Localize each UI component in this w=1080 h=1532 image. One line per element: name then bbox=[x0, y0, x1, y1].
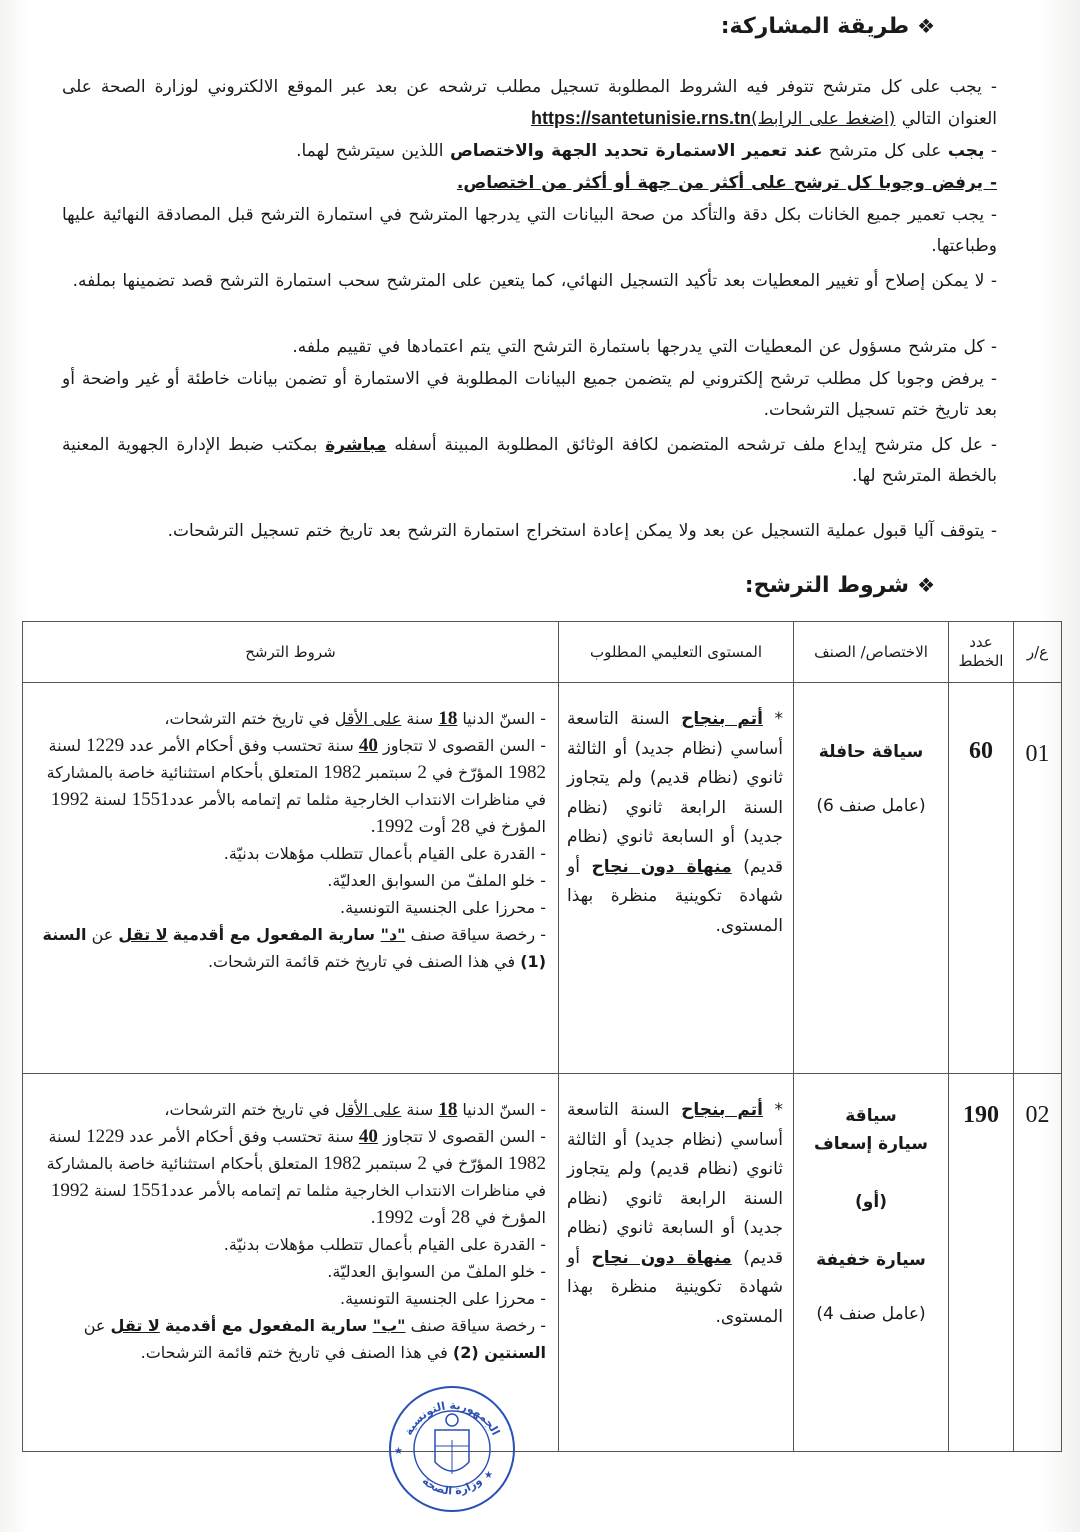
text-segment: - القدرة على القيام بأعمال تتطلب مؤهلات بدنيّة. bbox=[223, 844, 546, 863]
text-segment: عن bbox=[86, 925, 119, 944]
text-segment: 1992 bbox=[50, 1180, 89, 1201]
text-segment: لسنة bbox=[48, 1127, 87, 1146]
text-segment: - السنّ الدنيا bbox=[457, 1100, 546, 1119]
text-segment: المؤرخ في bbox=[469, 817, 546, 836]
emphasis-text: السنتين (2) bbox=[452, 1343, 546, 1362]
text-segment: في هذا الصنف في تاريخ ختم قائمة الترشحات. bbox=[140, 1343, 453, 1362]
conditions-table bbox=[22, 621, 1062, 1452]
emphasis-text: أتم بنجاح bbox=[681, 709, 763, 729]
text-segment: بمكتب ضبط الإدارة الجهوية المعنية بالخطة المترشح لها. bbox=[62, 435, 997, 486]
text-segment: 28 bbox=[450, 1207, 470, 1228]
condition-item bbox=[31, 705, 546, 732]
emphasis-text: منهاة دون نجاح bbox=[591, 856, 732, 877]
emphasis-text: 40 bbox=[358, 1126, 378, 1147]
text-segment: المؤرّخ في bbox=[426, 1154, 508, 1173]
header-num: ع/ر bbox=[1014, 622, 1062, 683]
seal-bottom-text: وزارة الصحة bbox=[419, 1474, 485, 1498]
emphasis-text: 18 bbox=[438, 1099, 458, 1120]
emphasis-text: لا تقل bbox=[118, 925, 168, 944]
text-segment: - خلو الملفّ من السوابق العدليّة. bbox=[327, 871, 546, 890]
participation-paragraph bbox=[62, 72, 997, 135]
text-segment: أو شهادة تكوينية منظرة بهذا المستوى. bbox=[567, 856, 783, 936]
specialty-title: سياقة bbox=[845, 1106, 897, 1126]
specialty-category: (عامل صنف 6) bbox=[816, 796, 926, 816]
condition-item bbox=[31, 1285, 546, 1312]
text-segment: 1982 bbox=[323, 1153, 362, 1174]
condition-item bbox=[31, 1258, 546, 1285]
conditions-title: شروط الترشح: bbox=[744, 573, 910, 598]
star-icon: ★ bbox=[394, 1446, 403, 1457]
text-segment: 1992. bbox=[370, 816, 414, 837]
emphasis-text: 18 bbox=[438, 708, 458, 729]
condition-item bbox=[31, 1312, 546, 1366]
table-row bbox=[23, 1074, 1062, 1452]
text-segment: المتعلق بأحكام استثنائية خاصة بالمشاركة في مناظرات الانتداب الخارجية مثلما تم إتمامه بالأمر عدد bbox=[46, 1154, 546, 1200]
positions-count: 190 bbox=[949, 1074, 1014, 1452]
text-segment: 1982 bbox=[508, 1153, 546, 1174]
table-header-row bbox=[23, 622, 1062, 683]
text-segment: 1229 bbox=[86, 1126, 125, 1147]
text-segment: أو شهادة تكوينية منظرة بهذا المستوى. bbox=[567, 1247, 783, 1327]
text-segment: السنة التاسعة أساسي (نظام جديد) أو الثالثة ثانوي (نظام قديم) ولم يتجاوز السنة الرابعة ثانوي (نظام جديد) أو السابعة ثانوي (نظام قديم) bbox=[567, 1100, 783, 1268]
text-segment: على الأقل bbox=[334, 709, 402, 728]
text-segment: أوت bbox=[413, 1208, 451, 1227]
text-segment: - عل كل مترشح إيداع ملف ترشحه المتضمن لكافة الوثائق المطلوبة المبينة أسفله bbox=[386, 435, 997, 455]
conditions-heading bbox=[745, 573, 935, 598]
emphasis-text: يجب bbox=[947, 141, 985, 161]
website-link[interactable]: https://santetunisie.rns.tn bbox=[530, 108, 752, 128]
text-segment: * bbox=[762, 1100, 784, 1120]
text-segment: 1229 bbox=[86, 735, 125, 756]
text-segment: اللذين سيترشح لهما. bbox=[296, 141, 450, 161]
participation-paragraph bbox=[62, 266, 997, 297]
text-segment: - السن القصوى لا تتجاوز bbox=[377, 1127, 546, 1146]
participation-paragraph bbox=[62, 364, 997, 426]
text-segment: المؤرّخ في bbox=[426, 763, 508, 782]
text-segment: - لا يمكن إصلاح أو تغيير المعطيات بعد تأكيد التسجيل النهائي، كما يتعين على المترشح سحب استمارة الترشح قصد تضمينها بملفه. bbox=[72, 271, 997, 291]
text-segment: سبتمبر bbox=[361, 763, 418, 782]
header-education: المستوى التعليمي المطلوب bbox=[559, 622, 794, 683]
text-segment: سنة تحتسب وفق أحكام الأمر عدد bbox=[124, 1127, 359, 1146]
participation-paragraph bbox=[62, 200, 997, 262]
text-segment: - محرزا على الجنسية التونسية. bbox=[340, 1289, 546, 1308]
text-segment: 1992 bbox=[50, 789, 89, 810]
condition-item bbox=[31, 1231, 546, 1258]
row-number: 02 bbox=[1014, 1074, 1062, 1452]
condition-item bbox=[31, 867, 546, 894]
text-segment: على الأقل bbox=[334, 1100, 402, 1119]
table-row bbox=[23, 683, 1062, 1074]
text-segment: 2 bbox=[417, 1153, 427, 1174]
text-segment: سنة bbox=[401, 709, 439, 728]
specialty-or: (أو) bbox=[855, 1192, 887, 1212]
text-segment: - يتوقف آليا قبول عملية التسجيل عن بعد ولا يمكن إعادة استخراج استمارة الترشح بعد تاريخ ختم تسجيل الترشحات. bbox=[167, 521, 997, 541]
text-segment: 1982 bbox=[323, 762, 362, 783]
text-segment: أوت bbox=[413, 817, 451, 836]
text-segment: - كل مترشح مسؤول عن المعطيات التي يدرجها باستمارة الترشح التي يتم اعتمادها في تقييم ملفه. bbox=[292, 337, 997, 357]
participation-title: طريقة المشاركة: bbox=[720, 14, 910, 39]
star-icon: ★ bbox=[484, 1470, 493, 1481]
text-segment: على كل مترشح bbox=[822, 141, 948, 161]
text-segment: عن bbox=[83, 1316, 111, 1335]
text-segment: - يجب تعمير جميع الخانات بكل دقة والتأكد من صحة البيانات التي يدرجها المترشح في استمارة الترشح قبل المصادقة النهائية عليها وطباعتها. bbox=[62, 205, 997, 256]
text-segment: في تاريخ ختم الترشحات، bbox=[164, 709, 335, 728]
text-segment: - رخصة سياقة صنف bbox=[405, 1316, 546, 1335]
text-segment: - القدرة على القيام بأعمال تتطلب مؤهلات بدنيّة. bbox=[223, 1235, 546, 1254]
participation-paragraph bbox=[62, 430, 997, 492]
emphasis-text: أتم بنجاح bbox=[681, 1100, 763, 1120]
text-segment: - رخصة سياقة صنف bbox=[405, 925, 546, 944]
text-segment: 1992. bbox=[370, 1207, 414, 1228]
emphasis-text: سارية المفعول مع أقدمية bbox=[164, 1316, 373, 1335]
text-segment: في تاريخ ختم الترشحات، bbox=[164, 1100, 335, 1119]
svg-text:الجمهورية التونسية bbox=[402, 1399, 503, 1437]
emphasis-text: لا تقل bbox=[110, 1316, 160, 1335]
text-segment: - خلو الملفّ من السوابق العدليّة. bbox=[327, 1262, 546, 1281]
text-segment: سنة تحتسب وفق أحكام الأمر عدد bbox=[124, 736, 359, 755]
participation-paragraph bbox=[62, 136, 997, 167]
emphasis-text: سارية المفعول مع أقدمية bbox=[172, 925, 381, 944]
emphasis-text: 40 bbox=[358, 735, 378, 756]
condition-item bbox=[31, 921, 546, 975]
seal-top-text: الجمهورية التونسية bbox=[401, 1398, 503, 1438]
text-segment: المؤرخ في bbox=[469, 1208, 546, 1227]
text-segment: سبتمبر bbox=[361, 1154, 418, 1173]
specialty-cell bbox=[794, 1074, 949, 1452]
specialty-category: (عامل صنف 4) bbox=[816, 1304, 926, 1324]
participation-heading bbox=[721, 14, 935, 39]
text-segment: السنة التاسعة أساسي (نظام جديد) أو الثالثة ثانوي (نظام قديم) ولم يتجاوز السنة الرابعة ثانوي (نظام جديد) أو السابعة ثانوي (نظام قديم) bbox=[567, 709, 783, 877]
text-segment: 1551 bbox=[131, 1180, 170, 1201]
emphasis-text: - يرفض وجوبا كل ترشح على أكثر من جهة أو أكثر من اختصاص. bbox=[456, 173, 997, 193]
condition-item bbox=[31, 840, 546, 867]
ministry-seal bbox=[385, 1382, 519, 1516]
positions-count: 60 bbox=[949, 683, 1014, 1074]
text-segment: المتعلق بأحكام استثنائية خاصة بالمشاركة في مناظرات الانتداب الخارجية مثلما تم إتمامه بالأمر عدد bbox=[46, 763, 546, 809]
condition-item bbox=[31, 894, 546, 921]
text-segment: سنة bbox=[401, 1100, 439, 1119]
text-segment: لسنة bbox=[88, 1181, 132, 1200]
participation-paragraph bbox=[62, 332, 997, 363]
row-number: 01 bbox=[1014, 683, 1062, 1074]
text-segment: - bbox=[984, 141, 997, 161]
text-segment: 1551 bbox=[131, 789, 170, 810]
emphasis-text: عند تعمير الاستمارة تحديد الجهة والاختصاص bbox=[449, 141, 823, 161]
header-specialty: الاختصاص/ الصنف bbox=[794, 622, 949, 683]
text-segment: * bbox=[762, 709, 784, 729]
text-segment: - يرفض وجوبا كل مطلب ترشح إلكتروني لم يتضمن جميع البيانات المطلوبة في الاستمارة أو تضمن بيانات خاطئة أو غير واضحة أو بعد تاريخ ختم تسجيل الترشحات. bbox=[62, 369, 997, 420]
specialty-title: سيارة إسعاف bbox=[813, 1134, 929, 1154]
text-segment: 2 bbox=[417, 762, 427, 783]
text-segment: لسنة bbox=[88, 790, 132, 809]
education-cell bbox=[559, 683, 794, 1074]
diamond-bullet-icon: ❖ bbox=[917, 573, 935, 597]
diamond-bullet-icon: ❖ bbox=[917, 14, 935, 38]
emphasis-text: "د" bbox=[380, 925, 406, 944]
header-conditions: شروط الترشح bbox=[23, 622, 559, 683]
text-segment: (اضغط على الرابط) bbox=[751, 109, 896, 129]
specialty-alt: سيارة خفيفة bbox=[816, 1250, 926, 1270]
participation-paragraph bbox=[62, 168, 997, 199]
condition-item bbox=[31, 732, 546, 840]
text-segment: في هذا الصنف في تاريخ ختم قائمة الترشحات. bbox=[207, 952, 521, 971]
seal-stamp-icon bbox=[385, 1382, 519, 1516]
specialty-title: سياقة حافلة bbox=[818, 742, 924, 762]
emphasis-text: مباشرة bbox=[325, 435, 387, 455]
text-segment: - يجب على كل مترشح تتوفر فيه الشروط المطلوبة تسجيل مطلب ترشحه عن بعد عبر الموقع الالكتروني لوزارة الصحة على العنوان التالي bbox=[62, 77, 997, 129]
text-segment: - محرزا على الجنسية التونسية. bbox=[340, 898, 546, 917]
condition-item bbox=[31, 1096, 546, 1123]
svg-text:وزارة الصحة bbox=[420, 1474, 485, 1497]
emphasis-text: "ب" bbox=[372, 1316, 406, 1335]
text-segment: 28 bbox=[450, 816, 470, 837]
text-segment: 1982 bbox=[508, 762, 546, 783]
conditions-cell bbox=[23, 683, 559, 1074]
text-segment: - السن القصوى لا تتجاوز bbox=[377, 736, 546, 755]
participation-paragraph bbox=[62, 516, 997, 547]
education-cell bbox=[559, 1074, 794, 1452]
condition-item bbox=[31, 1123, 546, 1231]
text-segment: - السنّ الدنيا bbox=[457, 709, 546, 728]
emphasis-text: منهاة دون نجاح bbox=[591, 1247, 732, 1268]
specialty-cell bbox=[794, 683, 949, 1074]
emphasis-text: السنة (1) bbox=[42, 925, 546, 971]
text-segment: لسنة bbox=[48, 736, 87, 755]
header-count: عدد الخطط bbox=[949, 622, 1014, 683]
